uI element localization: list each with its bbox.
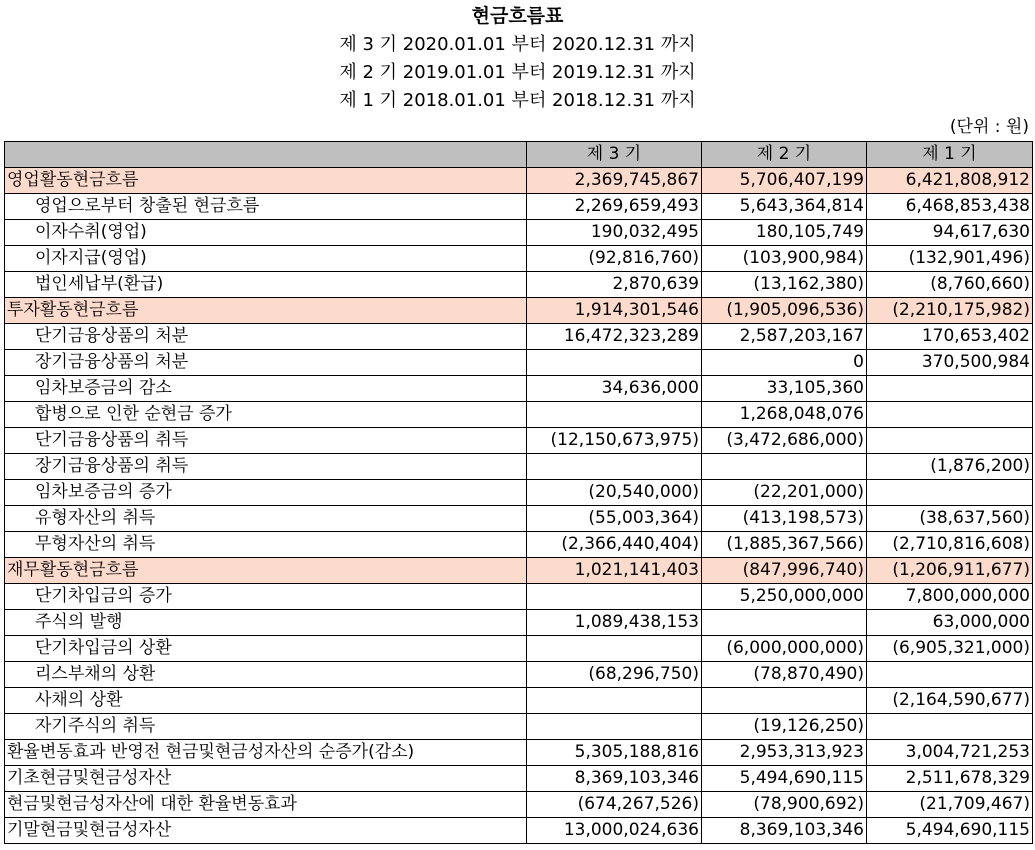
value-cell-period-3: 34,636,000 bbox=[527, 376, 702, 402]
value-cell-period-2: (847,996,740) bbox=[702, 558, 867, 584]
header-period-2: 제 2 기 bbox=[702, 142, 867, 168]
value-cell-period-2: 5,250,000,000 bbox=[702, 584, 867, 610]
value-cell-period-3 bbox=[527, 636, 702, 662]
row-label: 기말현금및현금성자산 bbox=[5, 818, 527, 844]
table-row bbox=[5, 298, 1033, 324]
value-cell-period-2 bbox=[702, 610, 867, 636]
value-cell-period-3 bbox=[527, 454, 702, 480]
table-row bbox=[5, 454, 1033, 480]
value-cell-period-3: 2,870,639 bbox=[527, 272, 702, 298]
value-cell-period-2: 1,268,048,076 bbox=[702, 402, 867, 428]
value-cell-period-1 bbox=[867, 376, 1033, 402]
row-label: 단기차입금의 상환 bbox=[5, 636, 527, 662]
table-row bbox=[5, 168, 1033, 194]
period-line-1: 제 1 기 2018.01.01 부터 2018.12.31 까지 bbox=[339, 90, 696, 111]
table-row bbox=[5, 428, 1033, 454]
row-label: 사채의 상환 bbox=[5, 688, 527, 714]
value-cell-period-3: (2,366,440,404) bbox=[527, 532, 702, 558]
value-cell-period-2: (13,162,380) bbox=[702, 272, 867, 298]
value-cell-period-2: 33,105,360 bbox=[702, 376, 867, 402]
header-period-3: 제 3 기 bbox=[527, 142, 702, 168]
value-cell-period-3: 16,472,323,289 bbox=[527, 324, 702, 350]
value-cell-period-3: (68,296,750) bbox=[527, 662, 702, 688]
value-cell-period-1 bbox=[867, 428, 1033, 454]
row-label: 단기금융상품의 처분 bbox=[5, 324, 527, 350]
row-label: 투자활동현금흐름 bbox=[5, 298, 527, 324]
row-label: 무형자산의 취득 bbox=[5, 532, 527, 558]
row-label: 기초현금및현금성자산 bbox=[5, 766, 527, 792]
table-body bbox=[5, 168, 1033, 844]
value-cell-period-1: 370,500,984 bbox=[867, 350, 1033, 376]
value-cell-period-2: (3,472,686,000) bbox=[702, 428, 867, 454]
value-cell-period-3: 8,369,103,346 bbox=[527, 766, 702, 792]
value-cell-period-2: 2,587,203,167 bbox=[702, 324, 867, 350]
row-label: 환율변동효과 반영전 현금및현금성자산의 순증가(감소) bbox=[5, 740, 527, 766]
table-row bbox=[5, 376, 1033, 402]
value-cell-period-3: (674,267,526) bbox=[527, 792, 702, 818]
table-row bbox=[5, 272, 1033, 298]
value-cell-period-2: (103,900,984) bbox=[702, 246, 867, 272]
header-label-column bbox=[5, 142, 527, 168]
table-row bbox=[5, 714, 1033, 740]
table-row bbox=[5, 766, 1033, 792]
table-row bbox=[5, 792, 1033, 818]
value-cell-period-3: 13,000,024,636 bbox=[527, 818, 702, 844]
value-cell-period-1: 7,800,000,000 bbox=[867, 584, 1033, 610]
value-cell-period-2: 2,953,313,923 bbox=[702, 740, 867, 766]
row-label: 장기금융상품의 처분 bbox=[5, 350, 527, 376]
row-label: 이자수취(영업) bbox=[5, 220, 527, 246]
table-row bbox=[5, 610, 1033, 636]
table-row bbox=[5, 246, 1033, 272]
value-cell-period-1: (21,709,467) bbox=[867, 792, 1033, 818]
row-label: 현금및현금성자산에 대한 환율변동효과 bbox=[5, 792, 527, 818]
value-cell-period-1 bbox=[867, 662, 1033, 688]
value-cell-period-3 bbox=[527, 584, 702, 610]
value-cell-period-1 bbox=[867, 714, 1033, 740]
value-cell-period-3 bbox=[527, 714, 702, 740]
value-cell-period-2: 5,494,690,115 bbox=[702, 766, 867, 792]
value-cell-period-1: 6,421,808,912 bbox=[867, 168, 1033, 194]
table-row bbox=[5, 480, 1033, 506]
value-cell-period-3: 2,369,745,867 bbox=[527, 168, 702, 194]
value-cell-period-3: 1,914,301,546 bbox=[527, 298, 702, 324]
value-cell-period-3 bbox=[527, 688, 702, 714]
table-header-row bbox=[5, 142, 1033, 168]
row-label: 합병으로 인한 순현금 증가 bbox=[5, 402, 527, 428]
row-label: 임차보증금의 증가 bbox=[5, 480, 527, 506]
value-cell-period-2: (6,000,000,000) bbox=[702, 636, 867, 662]
value-cell-period-2: (19,126,250) bbox=[702, 714, 867, 740]
value-cell-period-1: 63,000,000 bbox=[867, 610, 1033, 636]
value-cell-period-1: 170,653,402 bbox=[867, 324, 1033, 350]
value-cell-period-3: 1,089,438,153 bbox=[527, 610, 702, 636]
row-label: 리스부채의 상환 bbox=[5, 662, 527, 688]
table-row bbox=[5, 558, 1033, 584]
row-label: 영업활동현금흐름 bbox=[5, 168, 527, 194]
row-label: 주식의 발행 bbox=[5, 610, 527, 636]
row-label: 법인세납부(환급) bbox=[5, 272, 527, 298]
value-cell-period-2: 8,369,103,346 bbox=[702, 818, 867, 844]
value-cell-period-3: (55,003,364) bbox=[527, 506, 702, 532]
table-row bbox=[5, 532, 1033, 558]
value-cell-period-3 bbox=[527, 402, 702, 428]
value-cell-period-3: 190,032,495 bbox=[527, 220, 702, 246]
table-row bbox=[5, 636, 1033, 662]
table-row bbox=[5, 350, 1033, 376]
value-cell-period-2: (1,885,367,566) bbox=[702, 532, 867, 558]
value-cell-period-3: (12,150,673,975) bbox=[527, 428, 702, 454]
row-label: 영업으로부터 창출된 현금흐름 bbox=[5, 194, 527, 220]
value-cell-period-1: (1,876,200) bbox=[867, 454, 1033, 480]
table-row bbox=[5, 506, 1033, 532]
row-label: 임차보증금의 감소 bbox=[5, 376, 527, 402]
value-cell-period-1: (1,206,911,677) bbox=[867, 558, 1033, 584]
table-row bbox=[5, 662, 1033, 688]
table-row bbox=[5, 324, 1033, 350]
value-cell-period-2: 0 bbox=[702, 350, 867, 376]
unit-label: (단위 : 원) bbox=[949, 117, 1029, 137]
row-label: 단기차입금의 증가 bbox=[5, 584, 527, 610]
value-cell-period-2: (413,198,573) bbox=[702, 506, 867, 532]
value-cell-period-1: (2,210,175,982) bbox=[867, 298, 1033, 324]
value-cell-period-3: 1,021,141,403 bbox=[527, 558, 702, 584]
value-cell-period-1: (2,710,816,608) bbox=[867, 532, 1033, 558]
value-cell-period-3: (20,540,000) bbox=[527, 480, 702, 506]
value-cell-period-1: (132,901,496) bbox=[867, 246, 1033, 272]
value-cell-period-2: 5,706,407,199 bbox=[702, 168, 867, 194]
value-cell-period-1: 6,468,853,438 bbox=[867, 194, 1033, 220]
value-cell-period-1: (38,637,560) bbox=[867, 506, 1033, 532]
value-cell-period-1: 2,511,678,329 bbox=[867, 766, 1033, 792]
value-cell-period-2: (22,201,000) bbox=[702, 480, 867, 506]
table-row bbox=[5, 220, 1033, 246]
value-cell-period-2: (78,900,692) bbox=[702, 792, 867, 818]
table-row bbox=[5, 402, 1033, 428]
value-cell-period-1 bbox=[867, 402, 1033, 428]
period-line-3: 제 3 기 2020.01.01 부터 2020.12.31 까지 bbox=[339, 34, 696, 55]
value-cell-period-1: (8,760,660) bbox=[867, 272, 1033, 298]
value-cell-period-1: 3,004,721,253 bbox=[867, 740, 1033, 766]
value-cell-period-2: (1,905,096,536) bbox=[702, 298, 867, 324]
row-label: 자기주식의 취득 bbox=[5, 714, 527, 740]
cash-flow-table bbox=[4, 141, 1033, 844]
value-cell-period-3: (92,816,760) bbox=[527, 246, 702, 272]
value-cell-period-1: (6,905,321,000) bbox=[867, 636, 1033, 662]
table-row bbox=[5, 194, 1033, 220]
table-row bbox=[5, 740, 1033, 766]
value-cell-period-1 bbox=[867, 480, 1033, 506]
period-line-2: 제 2 기 2019.01.01 부터 2019.12.31 까지 bbox=[339, 62, 696, 83]
row-label: 유형자산의 취득 bbox=[5, 506, 527, 532]
value-cell-period-2: 5,643,364,814 bbox=[702, 194, 867, 220]
statement-title: 현금흐름표 bbox=[471, 5, 564, 27]
value-cell-period-1: 5,494,690,115 bbox=[867, 818, 1033, 844]
row-label: 이자지급(영업) bbox=[5, 246, 527, 272]
value-cell-period-3: 5,305,188,816 bbox=[527, 740, 702, 766]
value-cell-period-2: 180,105,749 bbox=[702, 220, 867, 246]
value-cell-period-1: 94,617,630 bbox=[867, 220, 1033, 246]
value-cell-period-2 bbox=[702, 688, 867, 714]
value-cell-period-3: 2,269,659,493 bbox=[527, 194, 702, 220]
row-label: 장기금융상품의 취득 bbox=[5, 454, 527, 480]
row-label: 재무활동현금흐름 bbox=[5, 558, 527, 584]
header-period-1: 제 1 기 bbox=[867, 142, 1033, 168]
value-cell-period-3 bbox=[527, 350, 702, 376]
value-cell-period-2 bbox=[702, 454, 867, 480]
value-cell-period-2: (78,870,490) bbox=[702, 662, 867, 688]
table-row bbox=[5, 584, 1033, 610]
row-label: 단기금융상품의 취득 bbox=[5, 428, 527, 454]
table-row bbox=[5, 818, 1033, 844]
value-cell-period-1: (2,164,590,677) bbox=[867, 688, 1033, 714]
table-row bbox=[5, 688, 1033, 714]
